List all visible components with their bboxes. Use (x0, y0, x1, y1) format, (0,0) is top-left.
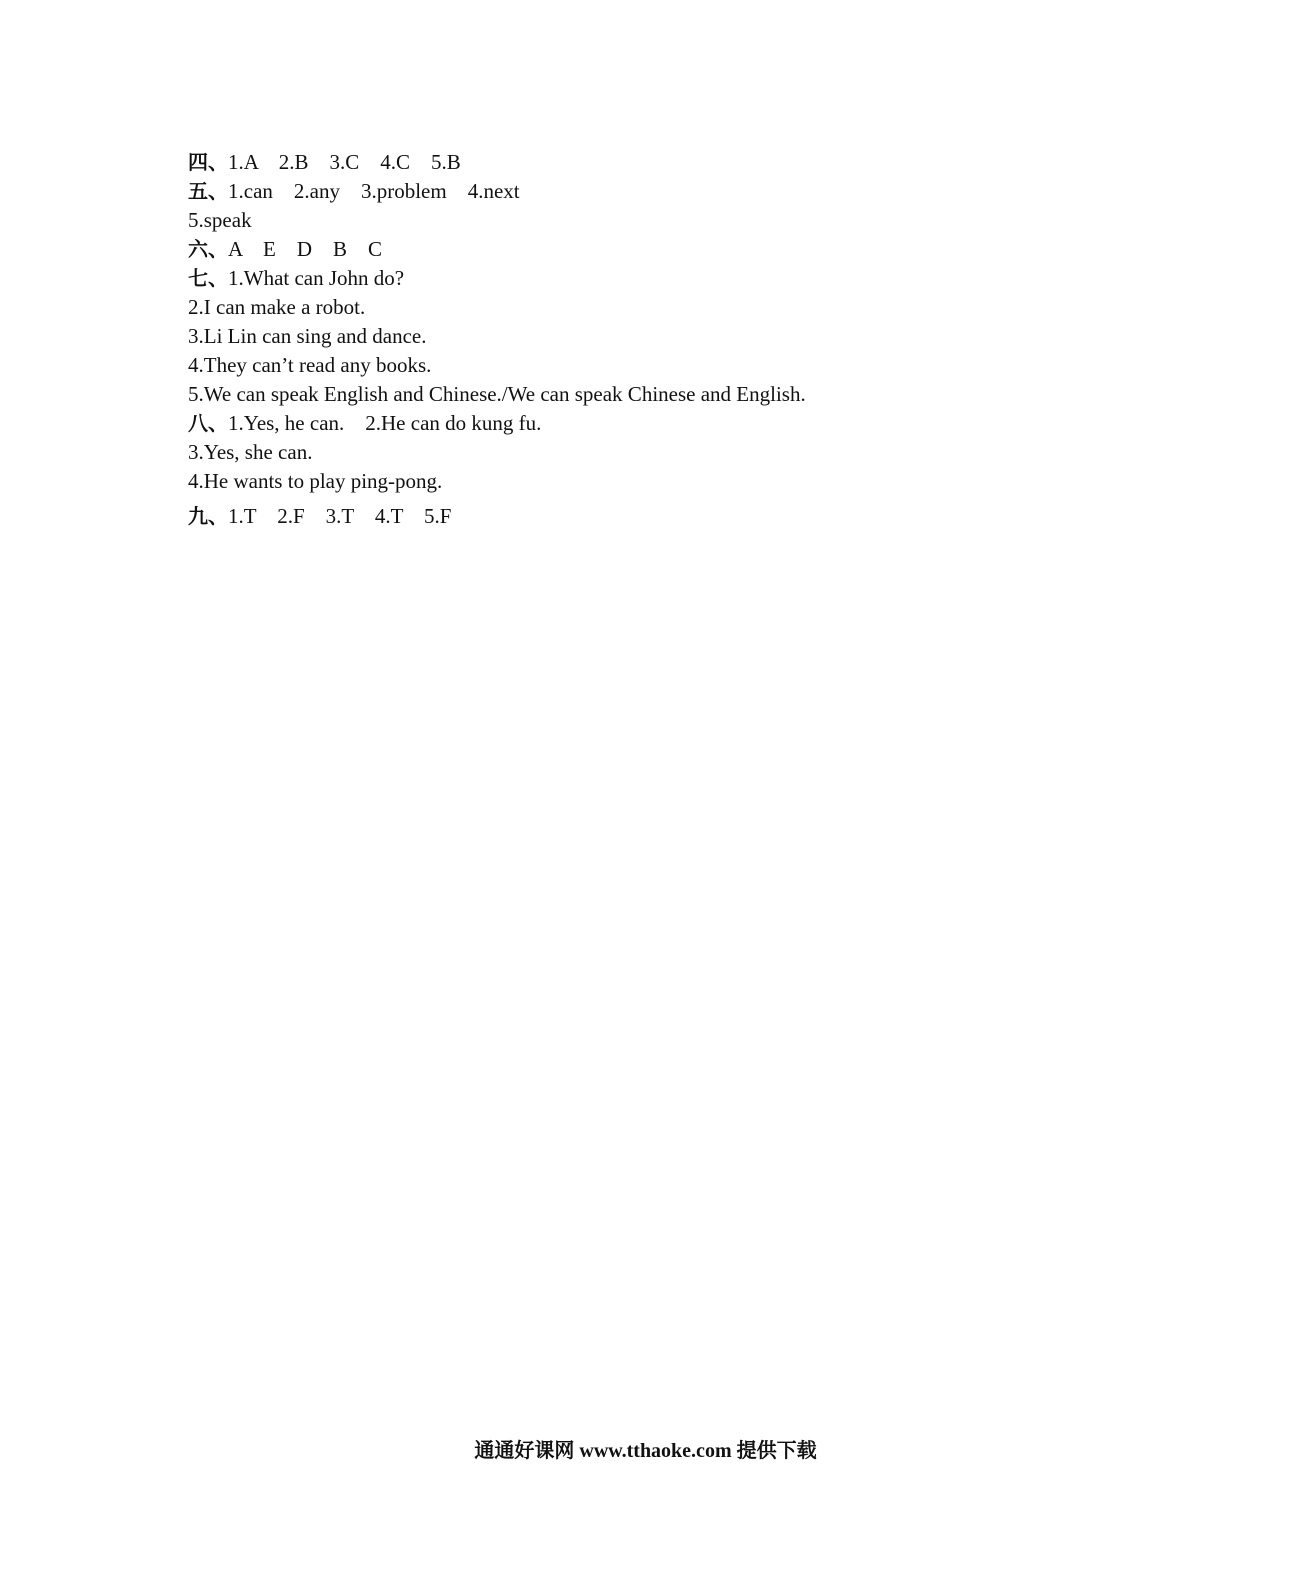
answer-text: 3.Yes, she can. (188, 440, 313, 464)
answer-key (188, 148, 1088, 531)
page-footer (0, 1436, 1291, 1466)
section-label: 五、 (188, 179, 228, 203)
answer-line-7 (188, 264, 1088, 293)
answer-line-7-4 (188, 351, 1088, 380)
answer-text: 5.We can speak English and Chinese./We can speak Chinese and English. (188, 382, 806, 406)
answer-line-7-3 (188, 322, 1088, 351)
answer-line-9 (188, 502, 1088, 531)
answer-line-5 (188, 177, 1088, 206)
answer-line-4 (188, 148, 1088, 177)
answer-line-8-3 (188, 438, 1088, 467)
answer-line-8-4 (188, 467, 1088, 496)
answer-text: 4.They can’t read any books. (188, 353, 432, 377)
answer-text: 1.What can John do? (228, 266, 405, 290)
answer-text: A E D B C (228, 237, 383, 261)
answer-text: 3.Li Lin can sing and dance. (188, 324, 427, 348)
answer-line-7-2 (188, 293, 1088, 322)
section-label: 四、 (188, 150, 228, 174)
section-label: 九、 (188, 504, 228, 528)
answer-text: 1.T 2.F 3.T 4.T 5.F (228, 504, 452, 528)
answer-line-6 (188, 235, 1088, 264)
section-label: 七、 (188, 266, 228, 290)
answer-text: 4.He wants to play ping-pong. (188, 469, 443, 493)
answer-line-8 (188, 409, 1088, 438)
answer-text: 2.I can make a robot. (188, 295, 366, 319)
footer-suffix: 提供下载 (736, 1440, 817, 1462)
answer-text: 1.A 2.B 3.C 4.C 5.B (228, 150, 461, 174)
footer-site-name: 通通好课网 (474, 1440, 575, 1462)
answer-line-7-5 (188, 380, 1088, 409)
section-label: 八、 (188, 411, 228, 435)
answer-text: 1.Yes, he can. 2.He can do kung fu. (228, 411, 542, 435)
section-label: 六、 (188, 237, 228, 261)
footer-url: www.tthaoke.com (579, 1440, 732, 1462)
answer-text: 1.can 2.any 3.problem 4.next (228, 179, 520, 203)
answer-text: 5.speak (188, 208, 252, 232)
answer-line-5-cont (188, 206, 1088, 235)
